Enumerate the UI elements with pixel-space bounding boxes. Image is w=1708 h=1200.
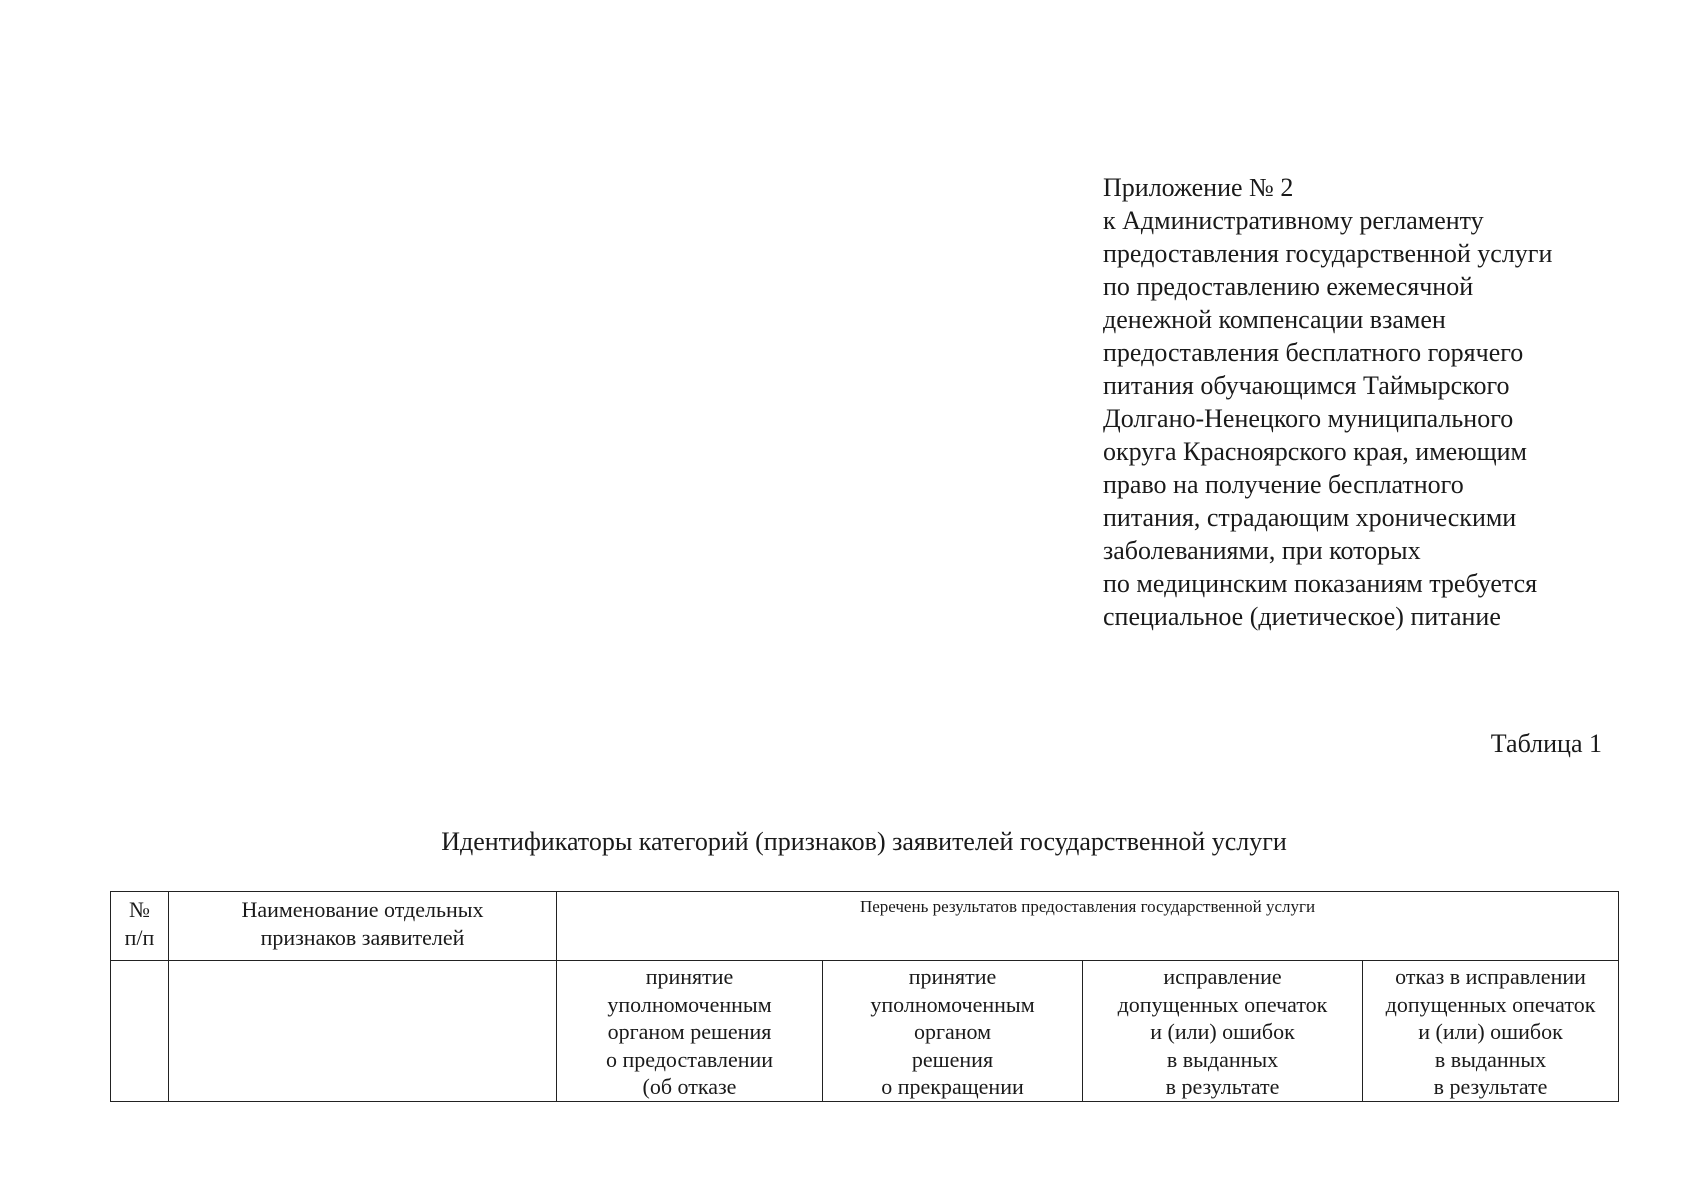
result-line: исправление xyxy=(1163,964,1282,989)
result-line: о предоставлении xyxy=(605,1046,774,1072)
result-line: в выданных xyxy=(1434,1046,1547,1072)
result-column-4 xyxy=(1363,961,1619,1102)
header-number-cell xyxy=(111,892,169,961)
result-line: допущенных опечаток xyxy=(1385,991,1596,1017)
empty-number-cell xyxy=(111,961,169,1102)
appendix-line: специальное (диетическое) питание xyxy=(1103,602,1501,631)
result-line: уполномоченным xyxy=(607,991,772,1017)
appendix-line: по предоставлению ежемесячной xyxy=(1103,272,1474,301)
appendix-line: предоставления государственной услуги xyxy=(1103,239,1553,268)
result-line: принятие xyxy=(908,964,997,989)
result-line: (об отказе xyxy=(642,1074,737,1099)
result-column-3 xyxy=(1083,961,1363,1102)
header-results-cell: Перечень результатов предоставления государственной услуги xyxy=(557,892,1619,961)
appendix-line: питания обучающимся Таймырского xyxy=(1103,371,1510,400)
result-line: и (или) ошибок xyxy=(1150,1019,1295,1044)
subheader-row xyxy=(111,961,1619,1102)
table-label: Таблица 1 xyxy=(1490,729,1602,758)
appendix-line: Приложение № 2 xyxy=(1103,173,1294,202)
result-line: в результате xyxy=(1165,1074,1280,1099)
appendix-line: по медицинским показаниям требуется xyxy=(1103,569,1538,598)
header-number-line: № xyxy=(129,897,150,922)
header-name-line: признаков заявителей xyxy=(260,925,465,950)
result-line: уполномоченным xyxy=(870,991,1035,1017)
appendix-line: Долгано-Ненецкого муниципального xyxy=(1103,404,1514,433)
result-line: органом решения xyxy=(607,1019,772,1044)
appendix-block xyxy=(1103,171,1663,633)
result-line: принятие xyxy=(645,964,734,989)
result-line: органом xyxy=(913,1019,992,1044)
header-name-cell xyxy=(169,892,557,961)
empty-name-cell xyxy=(169,961,557,1102)
identifiers-table xyxy=(110,891,1619,1102)
result-line: отказ в исправлении xyxy=(1395,964,1586,989)
result-column-1 xyxy=(557,961,823,1102)
header-row xyxy=(111,892,1619,961)
appendix-line: к Административному регламенту xyxy=(1103,206,1484,235)
appendix-line: округа Красноярского края, имеющим xyxy=(1103,437,1528,466)
header-number-line: п/п xyxy=(124,925,155,950)
result-column-2 xyxy=(823,961,1083,1102)
result-line: в выданных xyxy=(1166,1046,1279,1072)
result-line: в результате xyxy=(1433,1074,1548,1099)
result-line: допущенных опечаток xyxy=(1117,991,1328,1017)
appendix-line: предоставления бесплатного горячего xyxy=(1103,338,1524,367)
table-title: Идентификаторы категорий (признаков) заявителей государственной услуги xyxy=(441,827,1287,856)
result-line: и (или) ошибок xyxy=(1418,1019,1563,1044)
appendix-line: заболеваниями, при которых xyxy=(1103,536,1421,565)
result-line: о прекращении xyxy=(881,1074,1024,1099)
header-name-line: Наименование отдельных xyxy=(241,897,484,922)
appendix-line: денежной компенсации взамен xyxy=(1103,305,1446,334)
appendix-line: право на получение бесплатного xyxy=(1103,470,1464,499)
appendix-line: питания, страдающим хроническими xyxy=(1103,503,1517,532)
result-line: решения xyxy=(911,1046,994,1072)
